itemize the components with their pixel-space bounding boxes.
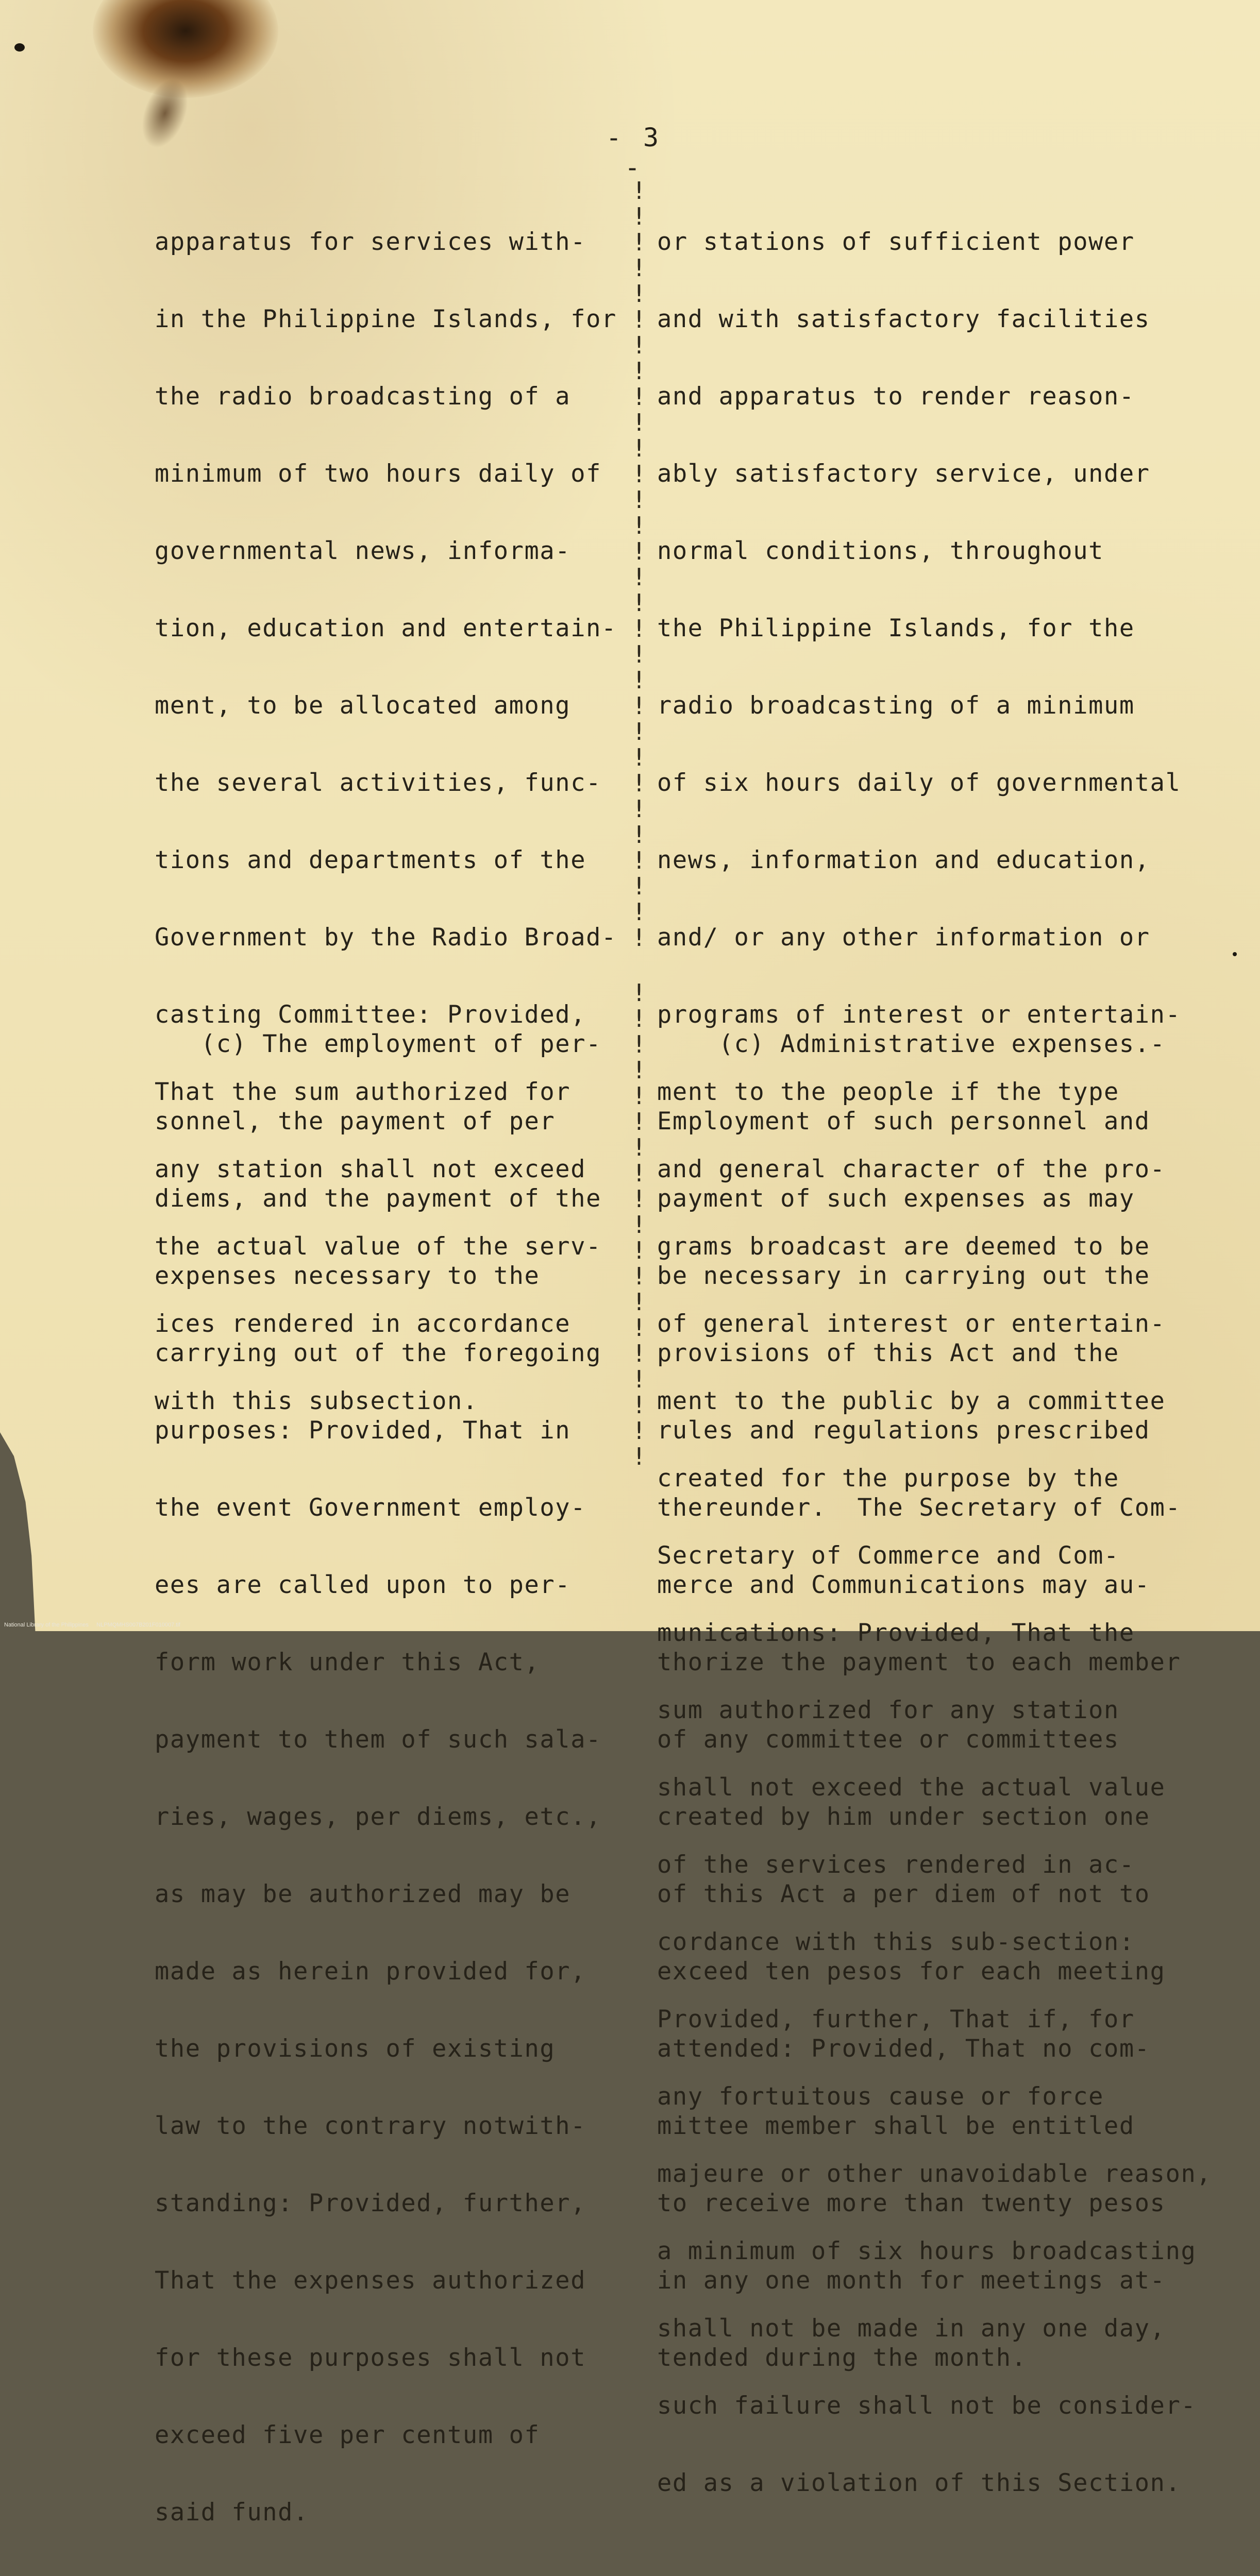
text-line: tended during the month. — [657, 2344, 1027, 2372]
text-line: the radio broadcasting of a — [155, 382, 571, 411]
bottom-left-column — [155, 980, 601, 2576]
text-line: (c) Administrative expenses.- — [657, 1030, 1166, 1058]
text-line: of the services rendered in ac- — [657, 1851, 1135, 1879]
bottom-right-column — [657, 980, 1181, 2422]
text-line: Employment of such personnel and — [657, 1107, 1150, 1136]
text-line: sum authorized for any station — [657, 1696, 1119, 1724]
torn-edge — [0, 1432, 46, 1631]
text-line: Government by the Radio Broad- — [155, 923, 617, 952]
text-line: ably satisfactory service, under — [657, 460, 1150, 488]
text-line: payment of such expenses as may — [657, 1184, 1135, 1213]
text-line: attended: Provided, That no com- — [657, 2035, 1150, 2063]
archive-name: National Library of the Philippines — [4, 1622, 89, 1628]
text-line: That the expenses authorized — [155, 2266, 586, 2295]
text-line: in any one month for meetings at- — [657, 2266, 1166, 2295]
text-line: apparatus for services with- — [155, 228, 586, 256]
text-line: the several activities, func- — [155, 769, 601, 797]
text-line: of any committee or committees — [657, 1725, 1119, 1754]
text-line: a minimum of six hours broadcasting — [657, 2237, 1197, 2265]
text-line: ed as a violation of this Section. — [657, 2469, 1181, 2497]
text-line: for these purposes shall not — [155, 2344, 586, 2372]
text-line: sonnel, the payment of per — [155, 1107, 556, 1136]
burn-mark — [93, 0, 278, 98]
text-line: tion, education and entertain- — [155, 614, 617, 642]
text-line: ment to the people if the type — [657, 1078, 1119, 1106]
text-line: made as herein provided for, — [155, 1957, 586, 1986]
text-line: mittee member shall be entitled — [657, 2112, 1135, 2140]
text-line: of this Act a per diem of not to — [657, 1880, 1150, 1908]
text-line: Provided, further, That if, for — [657, 2005, 1135, 2033]
text-line: expenses necessary to the — [155, 1262, 540, 1290]
text-line: created by him under section one — [657, 1803, 1150, 1831]
text-line: normal conditions, throughout — [657, 537, 1104, 565]
text-line: the provisions of existing — [155, 2035, 556, 2063]
text-line: said fund. — [155, 2498, 309, 2527]
top-column-separator: ! ! ! ! ! ! ! ! ! ! ! ! ! ! ! ! ! ! ! ! ! ! ! ! ! ! ! ! ! ! — [632, 177, 646, 952]
text-line: ees are called upon to per- — [155, 1571, 571, 1599]
bottom-column-separator: ! ! ! ! ! ! ! ! ! ! ! ! ! ! ! ! ! ! ! — [632, 979, 646, 1470]
text-line: with this subsection. — [155, 1387, 478, 1415]
text-line: carrying out of the foregoing — [155, 1339, 601, 1367]
text-line: any station shall not exceed — [155, 1155, 586, 1183]
text-line: radio broadcasting of a minimum — [657, 691, 1135, 720]
text-line: (c) The employment of per- — [155, 1030, 601, 1058]
text-line: the Philippine Islands, for the — [657, 614, 1135, 642]
text-line: to receive more than twenty pesos — [657, 2189, 1166, 2217]
text-line: payment to them of such sala- — [155, 1725, 601, 1754]
text-line: purposes: Provided, That in — [155, 1416, 571, 1445]
text-line: minimum of two hours daily of — [155, 460, 601, 488]
text-line: provisions of this Act and the — [657, 1339, 1119, 1367]
text-line: grams broadcast are deemed to be — [657, 1232, 1150, 1261]
text-line: and/ or any other information or — [657, 923, 1150, 952]
text-line: merce and Communications may au- — [657, 1571, 1150, 1599]
text-line: any fortuitous cause or force — [657, 2082, 1104, 2111]
text-line: ries, wages, per diems, etc., — [155, 1803, 601, 1831]
text-line: and with satisfactory facilities — [657, 305, 1150, 333]
text-line: rules and regulations prescribed — [657, 1416, 1150, 1445]
text-line: programs of interest or entertain- — [657, 1001, 1181, 1029]
text-line: law to the contrary notwith- — [155, 2112, 586, 2140]
text-line: diems, and the payment of the — [155, 1184, 601, 1213]
text-line: standing: Provided, further, — [155, 2189, 586, 2217]
text-line: exceed ten pesos for each meeting — [657, 1957, 1166, 1986]
text-line: casting Committee: Provided, — [155, 1001, 586, 1029]
text-line: exceed five per centum of — [155, 2421, 540, 2449]
text-line: tions and departments of the — [155, 846, 586, 874]
text-line: shall not be made in any one day, — [657, 2314, 1166, 2343]
text-line: in the Philippine Islands, for — [155, 305, 617, 333]
page-number: - 3 - — [606, 123, 662, 182]
ink-speck — [1233, 952, 1237, 956]
text-line: and general character of the pro- — [657, 1155, 1166, 1183]
text-line: That the sum authorized for — [155, 1078, 571, 1106]
text-line: news, information and education, — [657, 846, 1150, 874]
text-line: ment to the public by a committee — [657, 1387, 1166, 1415]
ink-speck — [14, 43, 25, 52]
text-line: be necessary in carrying out the — [657, 1262, 1150, 1290]
text-line: created for the purpose by the — [657, 1464, 1119, 1493]
text-line: and apparatus to render reason- — [657, 382, 1135, 411]
scan-footer — [4, 1622, 180, 1628]
text-line: munications: Provided, That the — [657, 1619, 1135, 1647]
text-line: the actual value of the serv- — [155, 1232, 601, 1261]
text-line: thereunder. The Secretary of Com- — [657, 1494, 1181, 1522]
file-name: NLPMQMHS007B201F010007.tif — [96, 1622, 180, 1628]
text-line: shall not exceed the actual value — [657, 1773, 1166, 1802]
text-line: majeure or other unavoidable reason, — [657, 2160, 1212, 2188]
text-line: of six hours daily of governmental — [657, 769, 1181, 797]
text-line: such failure shall not be consider- — [657, 2392, 1197, 2420]
text-line: Secretary of Commerce and Com- — [657, 1541, 1119, 1570]
text-line: governmental news, informa- — [155, 537, 571, 565]
text-line: or stations of sufficient power — [657, 228, 1135, 256]
text-line: thorize the payment to each member — [657, 1648, 1181, 1676]
text-line: the event Government employ- — [155, 1494, 586, 1522]
text-line: as may be authorized may be — [155, 1880, 571, 1908]
text-line: ment, to be allocated among — [155, 691, 571, 720]
text-line: cordance with this sub-section: — [657, 1928, 1135, 1956]
text-line: form work under this Act, — [155, 1648, 540, 1676]
text-line: ices rendered in accordance — [155, 1310, 571, 1338]
text-line: of general interest or entertain- — [657, 1310, 1166, 1338]
